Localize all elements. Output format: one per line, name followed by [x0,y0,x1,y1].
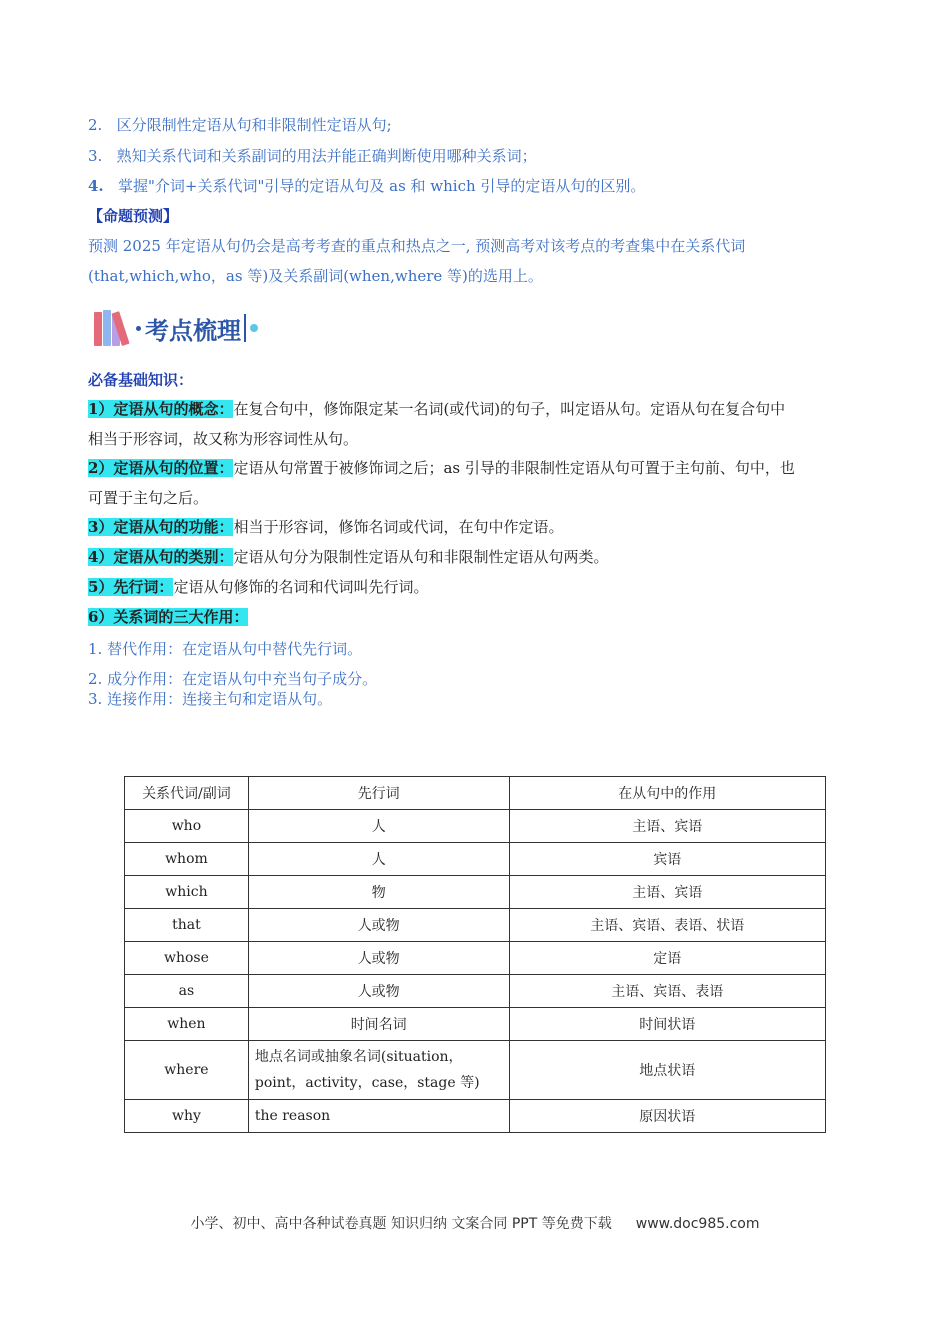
basic-item-1-cont: 相当于形容词，故又称为形容词性从句。 [88,430,359,448]
cell-function: 主语、宾语 [509,876,825,909]
relative-words-table [124,776,826,1133]
cell-antecedent: 人或物 [248,909,509,942]
objective-2 [88,115,392,135]
section-title: 考点梳理 [145,316,241,345]
basic-item-3 [88,517,563,537]
basic-label: 2）定语从句的位置： [88,459,234,477]
cell-relative-word: that [125,909,249,942]
cell-relative-word: why [125,1100,249,1133]
cell-relative-word: whom [125,843,249,876]
basic-label: 4）定语从句的类别： [88,548,234,566]
basic-text: 相当于形容词，修饰名词或代词，在句中作定语。 [233,518,564,536]
cell-relative-word: when [125,1008,249,1041]
table-row [125,1008,826,1041]
basic-text: 定语从句分为限制性定语从句和非限制性定语从句两类。 [233,548,609,566]
basic-item-1 [88,399,785,419]
cell-function: 宾语 [509,843,825,876]
cell-antecedent: the reason [248,1100,509,1133]
objective-number: 2. [88,116,103,134]
cell-relative-word: where [125,1041,249,1100]
page-footer [0,1213,950,1233]
table-row [125,810,826,843]
cell-antecedent: 时间名词 [248,1008,509,1041]
cell-function: 主语、宾语、表语 [509,975,825,1008]
basic-item-2 [88,458,795,478]
banner-dot-icon [136,326,141,331]
table-row [125,909,826,942]
banner-bar [244,314,246,342]
table-row [125,843,826,876]
basic-item-5 [88,577,428,597]
function-2: 2. 成分作用：在定语从句中充当句子成分。 [88,670,378,688]
basic-text: 定语从句修饰的名词和代词叫先行词。 [173,578,429,596]
section-banner [92,305,258,351]
cell-antecedent: 人或物 [248,942,509,975]
cell-relative-word: which [125,876,249,909]
basic-label: 1）定语从句的概念： [88,400,234,418]
prediction-line-2: (that,which,who，as 等)及关系副词(when,where 等)的选用上。 [88,267,543,285]
cell-relative-word: who [125,810,249,843]
books-icon [92,308,136,348]
basic-text: 在复合句中，修饰限定某一名词(或代词)的句子，叫定语从句。定语从句在复合句中 [233,400,786,418]
table-header-row [125,777,826,810]
basic-item-2-cont: 可置于主句之后。 [88,489,209,507]
objective-text: 掌握"介词+关系代词"引导的定语从句及 as 和 which 引导的定语从句的区别。 [117,177,646,195]
banner-circle-icon [250,324,258,332]
table-row [125,975,826,1008]
objective-number: 4. [88,177,104,195]
cell-antecedent: 物 [248,876,509,909]
table-row [125,876,826,909]
basic-text: 定语从句常置于被修饰词之后；as 引导的非限制性定语从句可置于主句前、句中，也 [233,459,795,477]
cell-relative-word: whose [125,942,249,975]
objective-text: 熟知关系代词和关系副词的用法并能正确判断使用哪种关系词； [116,147,537,165]
table-row [125,1041,826,1100]
cell-function: 主语、宾语 [509,810,825,843]
header-relative-word: 关系代词/副词 [125,777,249,810]
table-row [125,1100,826,1133]
cell-function: 原因状语 [509,1100,825,1133]
cell-function: 定语 [509,942,825,975]
cell-function: 时间状语 [509,1008,825,1041]
cell-antecedent: 人 [248,843,509,876]
objective-number: 3. [88,147,103,165]
header-antecedent: 先行词 [248,777,509,810]
header-function: 在从句中的作用 [509,777,825,810]
cell-antecedent: 人 [248,810,509,843]
objective-text: 区分限制性定语从句和非限制性定语从句; [116,116,392,134]
prediction-heading: 【命题预测】 [88,207,179,225]
basics-heading: 必备基础知识： [88,371,194,389]
function-1: 1. 替代作用：在定语从句中替代先行词。 [88,640,363,658]
cell-function: 地点状语 [509,1041,825,1100]
cell-relative-word: as [125,975,249,1008]
footer-site-link[interactable]: www.doc985.com [635,1216,760,1232]
cell-antecedent-line-1: 地点名词或抽象名词(situation， [254,1049,463,1065]
objective-4 [88,176,645,196]
cell-antecedent-line-2: point，activity，case，stage 等) [254,1075,480,1091]
prediction-line-1: 预测 2025 年定语从句仍会是高考考查的重点和热点之一, 预测高考对该考点的考查集中在关系代词 [88,237,746,255]
basic-label: 3）定语从句的功能： [88,518,234,536]
cell-function: 主语、宾语、表语、状语 [509,909,825,942]
table-row [125,942,826,975]
objective-3 [88,146,537,166]
basic-label: 6）关系词的三大作用： [88,608,249,626]
cell-antecedent [248,1041,509,1100]
basic-item-4 [88,547,608,567]
function-3: 3. 连接作用：连接主句和定语从句。 [88,690,333,708]
basic-label: 5）先行词： [88,578,174,596]
basic-item-6 [88,607,248,627]
cell-antecedent: 人或物 [248,975,509,1008]
footer-text: 小学、初中、高中各种试卷真题 知识归纳 文案合同 PPT 等免费下载 [190,1216,612,1232]
